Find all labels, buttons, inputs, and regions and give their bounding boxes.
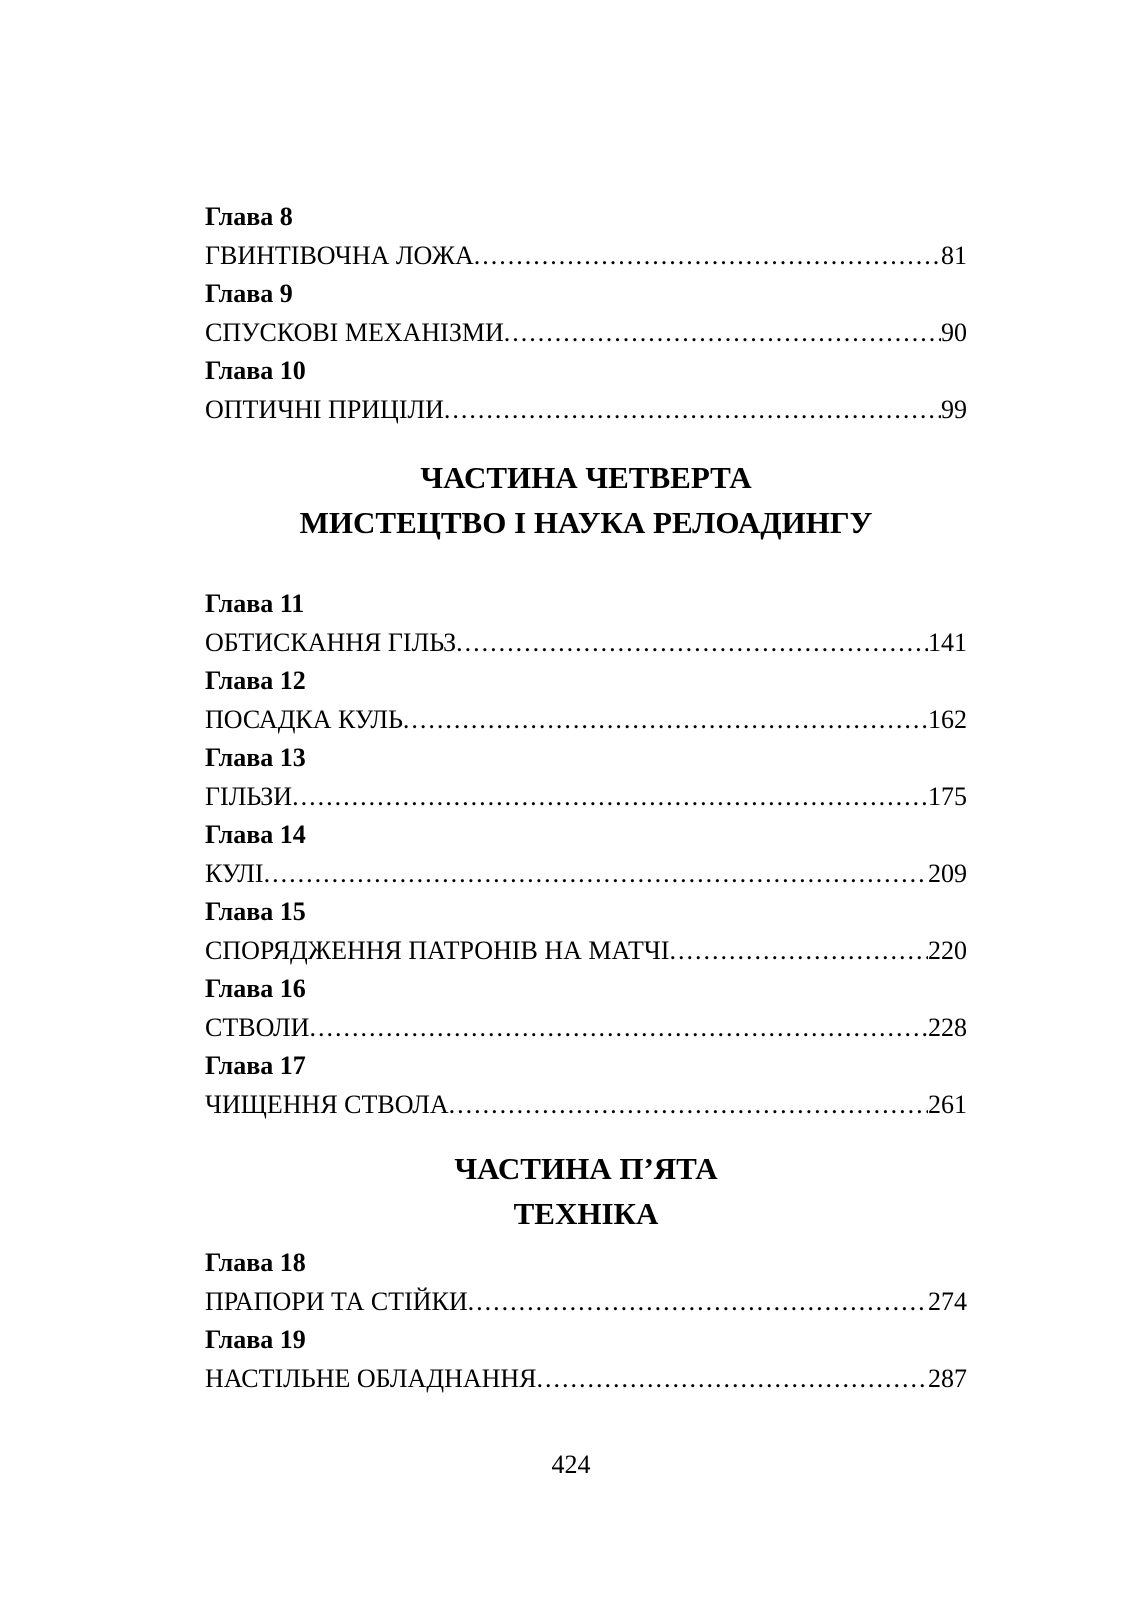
dot-leader	[444, 391, 941, 430]
dot-leader	[292, 778, 928, 817]
chapter-title: ГІЛЬЗИ	[205, 781, 293, 811]
dot-leader	[264, 855, 928, 894]
page-ref: 175	[928, 781, 967, 811]
page-number: 424	[551, 1450, 591, 1479]
dot-leader	[474, 237, 941, 276]
toc-entry	[205, 893, 967, 970]
toc-entry	[205, 352, 967, 429]
chapter-title: СТВОЛИ	[205, 1012, 310, 1042]
dot-leader	[403, 701, 928, 740]
toc-entry-line	[205, 237, 967, 276]
toc-entry-line	[205, 314, 967, 353]
page-ref: 90	[941, 317, 967, 347]
page-ref: 162	[928, 704, 967, 734]
chapter-title: ОПТИЧНІ ПРИЦІЛИ	[205, 394, 444, 424]
chapter-label: Глава 17	[205, 1051, 306, 1080]
chapter-title: ПОСАДКА КУЛЬ	[205, 704, 403, 734]
toc-entry-line	[205, 1283, 967, 1322]
dot-leader	[669, 932, 928, 971]
dot-leader	[537, 1360, 928, 1399]
table-of-contents	[205, 198, 967, 1398]
dot-leader	[468, 1283, 928, 1322]
chapter-title: НАСТІЛЬНЕ ОБЛАДНАННЯ	[205, 1363, 537, 1393]
chapter-label: Глава 16	[205, 974, 306, 1003]
dot-leader	[504, 314, 941, 353]
part-heading-line: ТЕХНІКА	[513, 1196, 659, 1231]
toc-entry	[205, 739, 967, 816]
toc-entry	[205, 585, 967, 662]
chapter-label: Глава 8	[205, 202, 293, 231]
chapter-title: ПРАПОРИ ТА СТІЙКИ	[205, 1286, 468, 1316]
part-heading-line: МИСТЕЦТВО І НАУКА РЕЛОАДИНГУ	[299, 505, 873, 540]
chapter-label: Глава 14	[205, 820, 306, 849]
toc-entry-line	[205, 1086, 967, 1125]
part-heading	[205, 1146, 967, 1236]
toc-entry-line	[205, 855, 967, 894]
chapter-label: Глава 9	[205, 279, 293, 308]
toc-entry	[205, 1244, 967, 1321]
dot-leader	[456, 624, 928, 663]
page-ref: 220	[928, 935, 967, 965]
page-ref: 81	[941, 240, 967, 270]
chapter-title: ОБТИСКАННЯ ГІЛЬЗ	[205, 627, 457, 657]
chapter-label: Глава 11	[205, 589, 305, 618]
part-heading-line: ЧАСТИНА П’ЯТА	[454, 1151, 718, 1186]
toc-entry-line	[205, 391, 967, 430]
chapter-title: КУЛІ	[205, 858, 264, 888]
toc-entry	[205, 970, 967, 1047]
part-heading	[205, 455, 967, 545]
toc-entry	[205, 816, 967, 893]
chapter-label: Глава 15	[205, 897, 306, 926]
chapter-title: СПОРЯДЖЕННЯ ПАТРОНІВ НА МАТЧІ	[205, 935, 670, 965]
toc-entry-line	[205, 624, 967, 663]
dot-leader	[449, 1086, 928, 1125]
page-ref: 228	[928, 1012, 967, 1042]
chapter-label: Глава 10	[205, 356, 306, 385]
page-ref: 287	[928, 1363, 967, 1393]
toc-entry-line	[205, 701, 967, 740]
toc-entry-line	[205, 1360, 967, 1399]
part-heading-line: ЧАСТИНА ЧЕТВЕРТА	[420, 460, 752, 495]
toc-entry-line	[205, 932, 967, 971]
page-ref: 209	[928, 858, 967, 888]
toc-entry	[205, 1321, 967, 1398]
page-ref: 99	[941, 394, 967, 424]
toc-entry	[205, 1047, 967, 1124]
chapter-label: Глава 13	[205, 743, 306, 772]
chapter-label: Глава 12	[205, 666, 306, 695]
page-ref: 141	[928, 627, 967, 657]
chapter-title: ЧИЩЕННЯ СТВОЛА	[205, 1089, 449, 1119]
chapter-label: Глава 19	[205, 1325, 306, 1354]
toc-entry	[205, 198, 967, 275]
toc-entry-line	[205, 1009, 967, 1048]
chapter-title: ГВИНТІВОЧНА ЛОЖА	[205, 240, 474, 270]
chapter-label: Глава 18	[205, 1248, 306, 1277]
toc-entry	[205, 275, 967, 352]
toc-section	[205, 198, 967, 429]
toc-section	[205, 455, 967, 1124]
dot-leader	[309, 1009, 928, 1048]
page-ref: 274	[928, 1286, 967, 1316]
toc-entry-line	[205, 778, 967, 817]
chapter-title: СПУСКОВІ МЕХАНІЗМИ	[205, 317, 504, 347]
toc-entry	[205, 662, 967, 739]
toc-section	[205, 1146, 967, 1398]
page-ref: 261	[928, 1089, 967, 1119]
